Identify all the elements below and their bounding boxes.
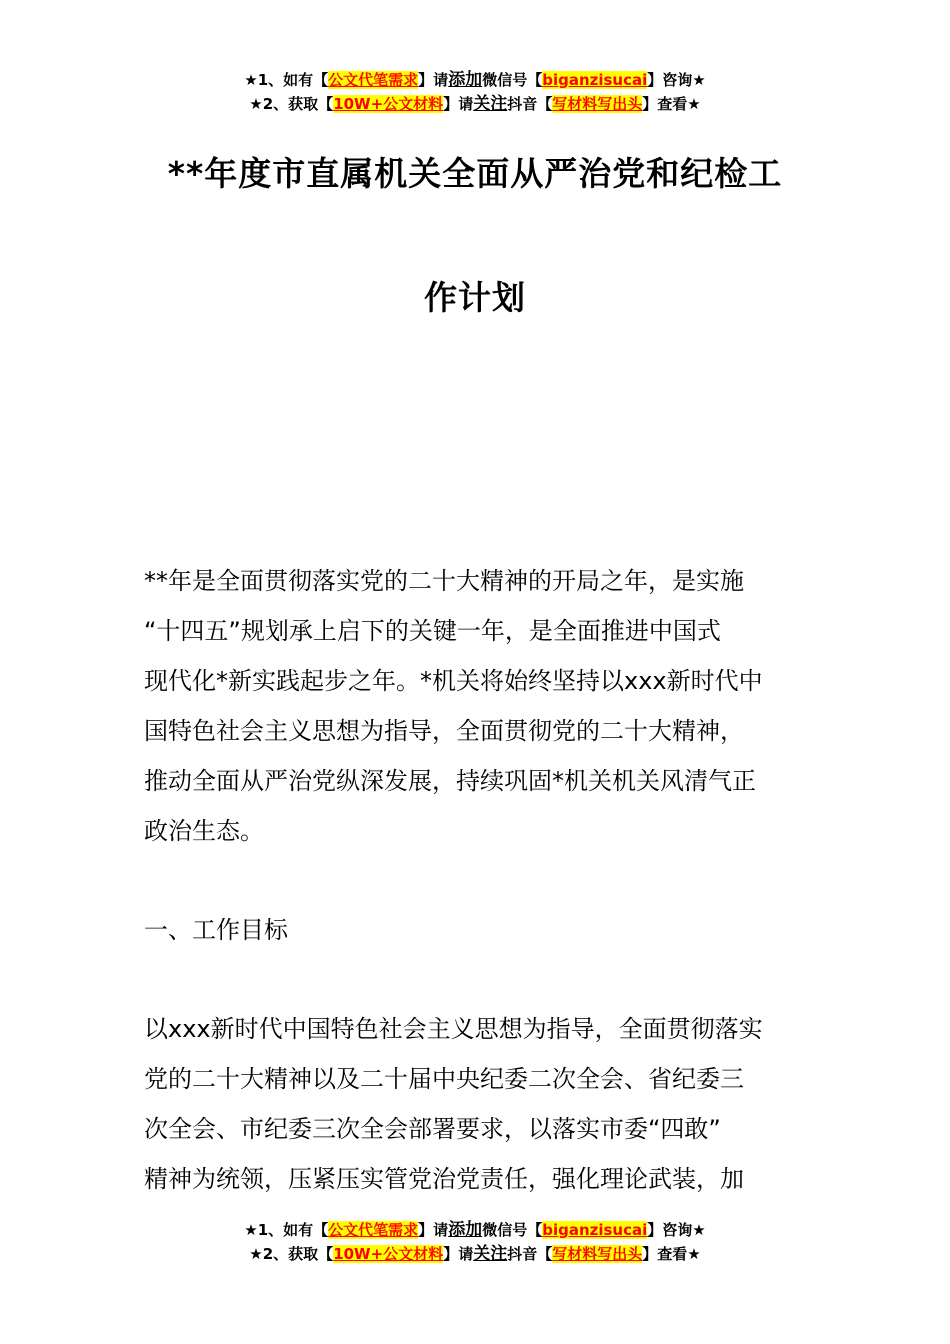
banner-text: 】请: [418, 71, 449, 89]
banner-text: 微信号【: [482, 71, 543, 89]
banner-text: ★1、如有【: [244, 1221, 329, 1239]
banner-emphasis: 关注: [473, 1244, 508, 1264]
top-banner: [0, 68, 950, 116]
paragraph-line: 次全会、市纪委三次全会部署要求，以落实市委“四敢”: [144, 1115, 721, 1143]
banner-line-2: [0, 92, 950, 116]
paragraph-line: 国特色社会主义思想为指导，全面贯彻党的二十大精神，: [144, 717, 744, 745]
banner-emphasis: 添加: [448, 1220, 483, 1240]
document-title-line-2: 作计划: [424, 278, 526, 317]
banner-text: 】查看★: [642, 95, 701, 113]
banner-highlight: 写材料写出头: [552, 1245, 643, 1263]
paragraph-line: “十四五”规划承上启下的关键一年，是全面推进中国式: [144, 617, 721, 645]
banner-emphasis: 关注: [473, 94, 508, 114]
paragraph-line: 党的二十大精神以及二十届中央纪委二次全会、省纪委三: [144, 1065, 744, 1093]
banner-text: 】请: [443, 95, 474, 113]
banner-text: 微信号【: [482, 1221, 543, 1239]
banner-text: ★1、如有【: [244, 71, 329, 89]
banner-highlight: 10W+公文材料: [333, 95, 444, 113]
banner-highlight: 写材料写出头: [552, 95, 643, 113]
banner-text: ★2、获取【: [249, 95, 334, 113]
banner-highlight: 公文代笔需求: [328, 1221, 419, 1239]
banner-text: 抖音【: [507, 95, 553, 113]
paragraph-line: 推动全面从严治党纵深发展，持续巩固*机关机关风清气正: [144, 767, 756, 795]
banner-text: ★2、获取【: [249, 1245, 334, 1263]
banner-text: 抖音【: [507, 1245, 553, 1263]
section-heading: 一、工作目标: [144, 916, 288, 944]
banner-text: 】查看★: [642, 1245, 701, 1263]
banner-emphasis: 添加: [448, 70, 483, 90]
banner-line-2: [0, 1242, 950, 1266]
banner-line-1: [0, 1218, 950, 1242]
banner-text: 】请: [418, 1221, 449, 1239]
banner-highlight: 公文代笔需求: [328, 71, 419, 89]
banner-text: 】咨询★: [647, 71, 706, 89]
goals-paragraph: [144, 1004, 808, 1204]
banner-line-1: [0, 68, 950, 92]
document-title-line-1: **年度市直属机关全面从严治党和纪检工: [167, 154, 783, 193]
banner-highlight: biganzisucai: [542, 71, 648, 89]
banner-highlight: biganzisucai: [542, 1221, 648, 1239]
banner-text: 】咨询★: [647, 1221, 706, 1239]
banner-highlight: 10W+公文材料: [333, 1245, 444, 1263]
paragraph-line: 以xxx新时代中国特色社会主义思想为指导，全面贯彻落实: [144, 1015, 763, 1043]
paragraph-line: **年是全面贯彻落实党的二十大精神的开局之年，是实施: [144, 567, 744, 595]
paragraph-line: 精神为统领，压紧压实管党治党责任，强化理论武装，加: [144, 1165, 744, 1193]
banner-text: 】请: [443, 1245, 474, 1263]
paragraph-line: 现代化*新实践起步之年。*机关将始终坚持以xxx新时代中: [144, 667, 763, 695]
intro-paragraph: [144, 556, 808, 856]
bottom-banner: [0, 1218, 950, 1266]
paragraph-line: 政治生态。: [144, 817, 264, 845]
